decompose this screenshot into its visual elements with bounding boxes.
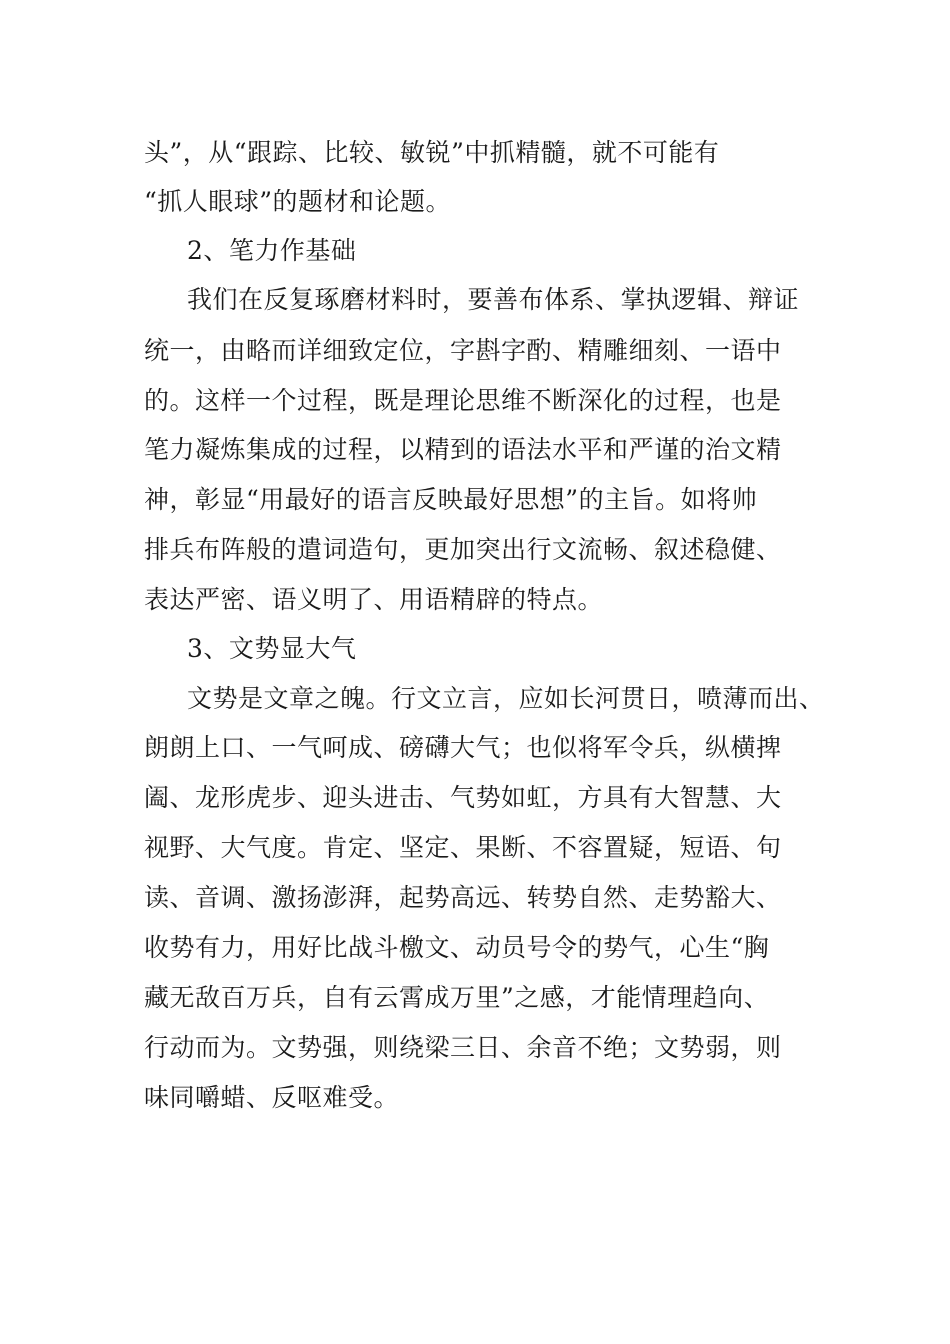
- section-2-paragraph-line: 神，彰显“用最好的语言反映最好思想”的主旨。如将帅: [144, 485, 758, 514]
- section-2-paragraph-line: 排兵布阵般的遣词造句，更加突出行文流畅、叙述稳健、: [144, 535, 782, 564]
- section-3-paragraph-line: 味同嚼蜡、反呕难受。: [144, 1083, 400, 1112]
- section-3-paragraph-line: 藏无敌百万兵，自有云霄成万里”之感，才能情理趋向、: [144, 983, 770, 1012]
- section-2-paragraph-line: 我们在反复琢磨材料时，要善布体系、掌执逻辑、辩证: [187, 285, 800, 314]
- section-3-paragraph-line: 行动而为。文势强，则绕梁三日、余音不绝；文势弱，则: [144, 1033, 782, 1062]
- section-2-heading: 2、笔力作基础: [187, 236, 357, 265]
- section-2-paragraph-line: 笔力凝炼集成的过程，以精到的语法水平和严谨的治文精: [144, 435, 782, 464]
- section-3-heading: 3、文势显大气: [187, 634, 357, 663]
- section-3-paragraph-line: 视野、大气度。肯定、坚定、果断、不容置疑，短语、句: [144, 833, 782, 862]
- section-3-paragraph-line: 读、音调、激扬澎湃，起势高远、转势自然、走势豁大、: [144, 883, 782, 912]
- intro-line-2: “抓人眼球”的题材和论题。: [144, 187, 452, 216]
- section-3-paragraph-line: 阖、龙形虎步、迎头进击、气势如虹，方具有大智慧、大: [144, 783, 782, 812]
- intro-line-1: 头”，从“跟踪、比较、敏锐”中抓精髓，就不可能有: [144, 138, 720, 167]
- section-3-paragraph-line: 朗朗上口、一气呵成、磅礴大气；也似将军令兵，纵横捭: [144, 733, 782, 762]
- section-3-paragraph-line: 文势是文章之魄。行文立言，应如长河贯日，喷薄而出、: [187, 684, 825, 713]
- section-3-paragraph-line: 收势有力，用好比战斗檄文、动员号令的势气，心生“胸: [144, 933, 770, 962]
- section-2-paragraph-line: 的。这样一个过程，既是理论思维不断深化的过程，也是: [144, 386, 782, 415]
- section-2-paragraph-line: 统一，由略而详细致定位，字斟字酌、精雕细刻、一语中: [144, 336, 782, 365]
- section-2-paragraph-line: 表达严密、语义明了、用语精辟的特点。: [144, 585, 604, 614]
